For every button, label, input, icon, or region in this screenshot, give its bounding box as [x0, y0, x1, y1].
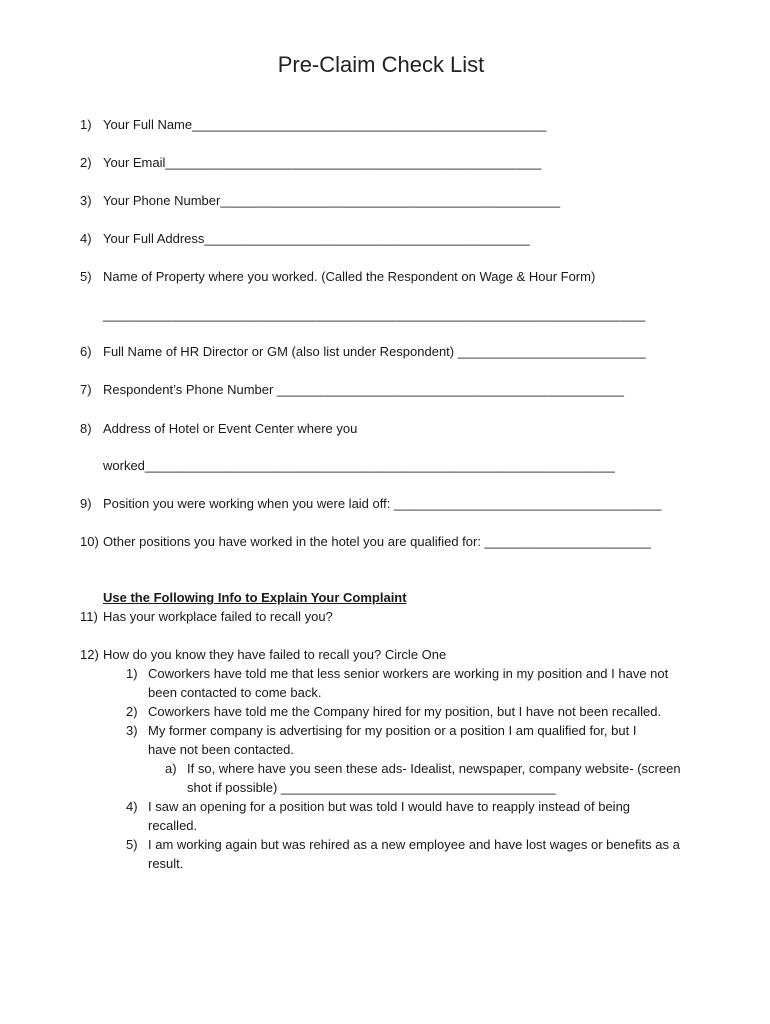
option-text-continued: been contacted to come back.	[148, 685, 322, 700]
option-text-continued: have not been contacted.	[148, 742, 295, 757]
option-text: Coworkers have told me the Company hired for my position, but I have not been recalled.	[148, 704, 662, 719]
question-email: Your Email____________________________________________________	[103, 155, 542, 170]
question-respondent-phone: Respondent’s Phone Number ________________________________________________	[103, 382, 624, 397]
complaint-heading: Use the Following Info to Explain Your Complaint	[103, 590, 407, 605]
sub-option-letter: a)	[165, 761, 177, 776]
page-title: Pre-Claim Check List	[277, 52, 485, 77]
option-text-continued: result.	[148, 856, 184, 871]
option-number: 1)	[126, 666, 138, 681]
option-number: 5)	[126, 837, 138, 852]
question-number: 6)	[80, 344, 92, 359]
question-other-positions: Other positions you have worked in the hotel you are qualified for: _______________________	[103, 534, 651, 549]
question-number: 2)	[80, 155, 92, 170]
sub-option-text: If so, where have you seen these ads- Idealist, newspaper, company website- (screen	[187, 761, 681, 776]
question-number: 5)	[80, 269, 92, 284]
question-number: 7)	[80, 382, 92, 397]
sub-option-text-continued: shot if possible) ______________________________________	[187, 780, 556, 795]
option-text: Coworkers have told me that less senior workers are working in my position and I have not	[148, 666, 669, 681]
option-number: 2)	[126, 704, 138, 719]
option-number: 4)	[126, 799, 138, 814]
question-position: Position you were working when you were laid off: _____________________________________	[103, 496, 662, 511]
question-number: 12)	[80, 647, 99, 662]
question-number: 9)	[80, 496, 92, 511]
question-number: 10)	[80, 534, 99, 549]
question-number: 4)	[80, 231, 92, 246]
question-how-know: How do you know they have failed to recall you? Circle One	[103, 647, 447, 662]
question-number: 1)	[80, 117, 92, 132]
question-recall: Has your workplace failed to recall you?	[103, 609, 333, 624]
option-number: 3)	[126, 723, 138, 738]
question-number: 11)	[80, 609, 98, 624]
question-full-name: Your Full Name_________________________________________________	[103, 117, 547, 132]
question-address: Your Full Address_____________________________________________	[103, 231, 530, 246]
option-text: I saw an opening for a position but was told I would have to reapply instead of being	[148, 799, 631, 814]
question-hr-director: Full Name of HR Director or GM (also list under Respondent) __________________________	[103, 344, 646, 359]
option-text: I am working again but was rehired as a new employee and have lost wages or benefits as a	[148, 837, 680, 852]
option-text: My former company is advertising for my position or a position I am qualified for, but I	[148, 723, 637, 738]
option-text-continued: recalled.	[148, 818, 198, 833]
property-answer-line: ___________________________________________________________________________	[103, 307, 646, 322]
hotel-address-answer-line: worked_________________________________________________________________	[103, 458, 615, 473]
question-property: Name of Property where you worked. (Called the Respondent on Wage & Hour Form)	[103, 269, 596, 284]
question-hotel-address: Address of Hotel or Event Center where you	[103, 421, 358, 436]
question-number: 8)	[80, 421, 92, 436]
question-number: 3)	[80, 193, 92, 208]
question-phone: Your Phone Number_______________________________________________	[103, 193, 561, 208]
